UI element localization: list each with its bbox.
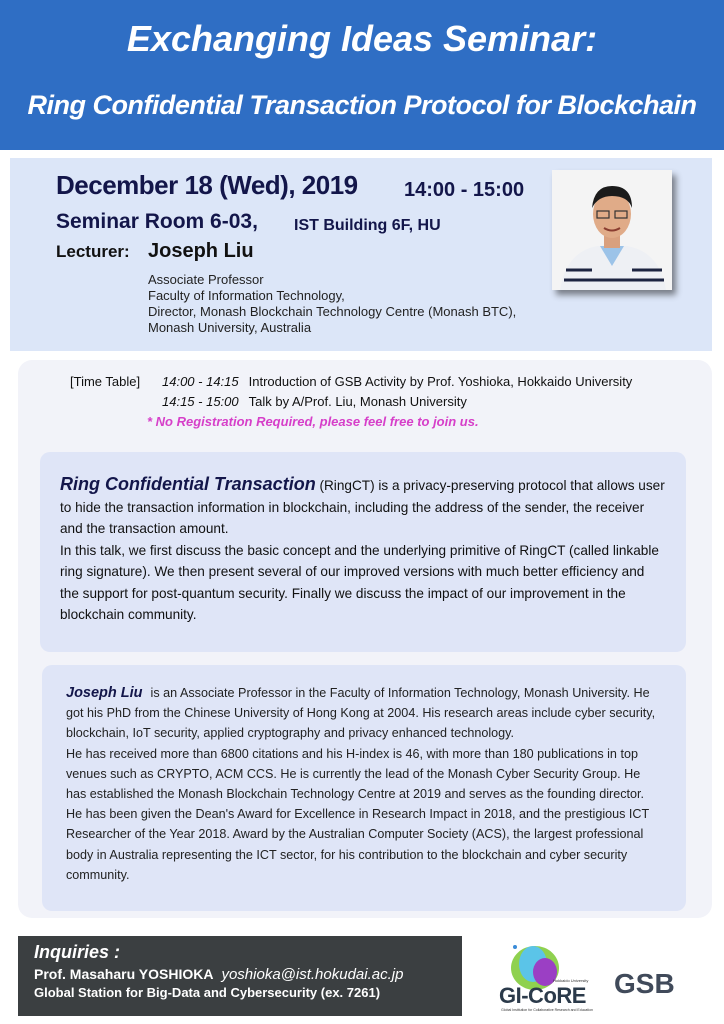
timetable-label: [Time Table] [70,374,141,389]
header-banner [0,0,724,150]
gicore-logo-desc: Global Institution for Collaborative Research and Education [501,1008,593,1012]
timetable-desc: Introduction of GSB Activity by Prof. Yoshioka, Hokkaido University [248,374,633,389]
event-building: IST Building 6F, HU [294,217,441,234]
bio-text: He has received more than 6800 citations and his H-index is 46, with more than 180 publications in top venues such as CRYPTO, ACM CCS. He is currently the lead of the Monash Cyber Security Group. He has established the Monash Blockchain Technology Centre at 2019 and serves as the founding director. He has been given the Dean's Award for Excellence in Research Impact in 2018, and the prestigious ICT Researcher of the Year 2018. Award by the Australian Computer Society (ACS), the largest professional body in Australia representing the ICT sector, for his contribution to the blockchain and cyber security community. [66,746,649,882]
timetable-row [162,374,632,389]
affiliation-line: Monash University, Australia [148,320,312,335]
affiliation-line: Associate Professor [148,272,264,287]
lecturer-affiliation [148,272,516,336]
contact-name: Prof. Masaharu YOSHIOKA [34,966,214,982]
abstract-text: (RingCT) is a privacy-preserving protocol that allows user to hide the transaction information in blockchain, including the address of the sender, the receiver and the transaction amount. [60,478,665,536]
affiliation-line: Director, Monash Blockchain Technology Centre (Monash BTC), [148,304,517,319]
seminar-title: Exchanging Ideas Seminar: [126,18,598,59]
inquiries-box [18,936,462,1016]
lecturer-label: Lecturer: [56,242,130,261]
event-date: December 18 (Wed), 2019 [56,170,358,200]
abstract-text: In this talk, we first discuss the basic concept and the underlying primitive of RingCT (called linkable ring signature). We then present several of our improved versions with much better efficiency and the support for post-quantum security. Finally we discuss the impact of our improvement in the blockchain community. [60,542,659,622]
affiliation-line: Faculty of Information Technology, [148,288,345,303]
gicore-logo-sub: Hokkaido University [553,978,589,983]
bio-text: is an Associate Professor in the Faculty of Information Technology, Monash University. He got his PhD from the Chinese University of Hong Kong at 2004. His research areas include cyber security, blockchain, IoT security, applied cryptography and privacy enhanced technology. [66,686,656,741]
timetable-desc: Talk by A/Prof. Liu, Monash University [248,394,467,409]
bio-box [42,665,686,911]
registration-note: * No Registration Required, please feel free to join us. [147,414,479,429]
abstract-box [40,452,686,652]
seminar-subtitle: Ring Confidential Transaction Protocol for Blockchain [27,90,697,120]
contact-email[interactable]: yoshioka@ist.hokudai.ac.jp [221,966,404,983]
lecturer-name: Joseph Liu [148,240,254,262]
gicore-logo-text: GI-CoRE [499,983,586,1008]
event-room: Seminar Room 6-03, [56,210,258,233]
timetable-time: 14:15 - 15:00 [162,394,239,409]
gsb-logo: GSB [614,968,675,999]
bio-lead: Joseph Liu [66,685,143,701]
lecturer-photo [552,170,672,290]
gicore-logo [493,944,605,1018]
timetable-time: 14:00 - 14:15 [162,374,239,389]
event-time: 14:00 - 15:00 [404,179,525,201]
contact-station: Global Station for Big-Data and Cybersecurity (ex. 7261) [34,985,381,1000]
abstract-lead: Ring Confidential Transaction [60,474,316,494]
inquiries-title: Inquiries : [34,942,121,962]
timetable-row [162,394,467,409]
